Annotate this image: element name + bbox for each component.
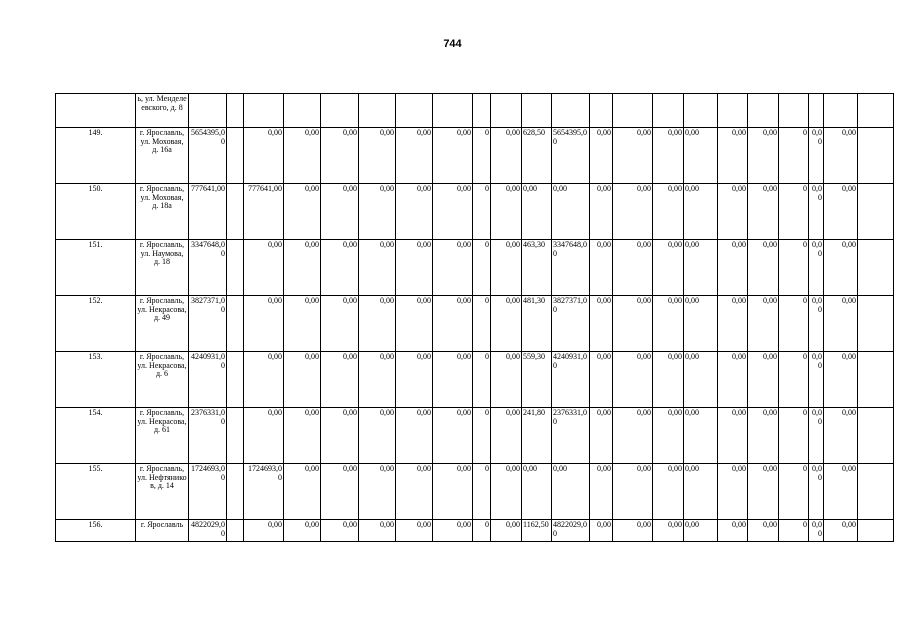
value-cell: 4822029,00 [552,520,590,542]
value-cell: 0,00 [491,184,522,240]
value-cell: 0,00 [590,128,613,184]
value-cell: 0,00 [684,296,718,352]
value-cell: 0,00 [244,352,284,408]
value-cell: 0,00 [748,128,779,184]
value-cell: 0,00 [684,352,718,408]
value-cell: 0,00 [359,464,396,520]
value-cell: 0,00 [284,464,321,520]
value-cell: 0,00 [718,464,748,520]
value-cell: 4822029,00 [189,520,227,542]
value-cell: 2376331,00 [552,408,590,464]
value-cell: 0,00 [613,520,653,542]
value-cell: 0,00 [321,184,359,240]
row-number-cell: 156. [56,520,136,542]
value-cell: 0,00 [748,408,779,464]
value-cell: 0,00 [718,408,748,464]
value-cell: 0,00 [321,240,359,296]
value-cell: 0,00 [653,464,684,520]
empty-cell [227,128,244,184]
value-cell: 0,00 [824,464,858,520]
table-row [56,464,894,520]
value-cell: 0,00 [613,352,653,408]
value-cell: 0,00 [748,520,779,542]
empty-cell [858,184,894,240]
value-cell: 0,00 [491,464,522,520]
value-cell: 0,00 [244,408,284,464]
address-cell: г. Ярославль, ул. Некрасова, д. 49 [136,296,189,352]
value-cell: 0,00 [824,352,858,408]
value-cell: 4240931,00 [189,352,227,408]
value-cell: 0,00 [552,184,590,240]
value-cell: 0,00 [809,184,824,240]
value-cell: 0,00 [718,352,748,408]
value-cell: 0 [779,408,809,464]
value-cell: 0 [473,520,491,542]
empty-cell [227,184,244,240]
value-cell: 0,00 [809,296,824,352]
value-cell: 0,00 [321,520,359,542]
value-cell: 628,50 [522,128,552,184]
row-number-cell: 153. [56,352,136,408]
row-number-cell: 151. [56,240,136,296]
value-cell: 3827371,00 [189,296,227,352]
value-cell: 0,00 [748,184,779,240]
empty-cell [858,520,894,542]
value-cell: 0,00 [590,352,613,408]
value-cell: 0,00 [284,240,321,296]
value-cell: 0,00 [653,520,684,542]
value-cell: 0,00 [718,184,748,240]
value-cell: 0,00 [359,296,396,352]
value-cell: 0,00 [396,128,433,184]
table-row-continuation [56,94,894,128]
value-cell: 0,00 [491,296,522,352]
value-cell: 0,00 [613,184,653,240]
value-cell: 0,00 [718,128,748,184]
value-cell: 0,00 [284,128,321,184]
value-cell: 3347648,00 [189,240,227,296]
value-cell: 0,00 [396,240,433,296]
row-number-cell: 152. [56,296,136,352]
value-cell: 1724693,00 [244,464,284,520]
value-cell: 0 [473,240,491,296]
value-cell: 0,00 [684,240,718,296]
address-cell: г. Ярославль, ул. Некрасова, д. 6 [136,352,189,408]
empty-cell [858,408,894,464]
value-cell: 0,00 [396,464,433,520]
table-row [56,352,894,408]
empty-cell [227,240,244,296]
value-cell: 0,00 [809,408,824,464]
address-cell: г. Ярославль [136,520,189,542]
value-cell: 0,00 [684,408,718,464]
value-cell: 0,00 [359,184,396,240]
empty-cell [858,240,894,296]
value-cell: 0,00 [824,296,858,352]
value-cell: 463,30 [522,240,552,296]
value-cell: 559,30 [522,352,552,408]
value-cell: 777641,00 [244,184,284,240]
value-cell: 0,00 [359,352,396,408]
value-cell: 2376331,00 [189,408,227,464]
value-cell: 0 [473,352,491,408]
table-row [56,296,894,352]
row-number-cell: 155. [56,464,136,520]
value-cell: 0 [779,184,809,240]
value-cell: 0,00 [433,128,473,184]
table-row [56,184,894,240]
value-cell: 0,00 [590,520,613,542]
row-number-cell: 154. [56,408,136,464]
value-cell: 5654395,00 [552,128,590,184]
empty-cell [227,296,244,352]
value-cell: 0,00 [244,128,284,184]
value-cell: 0,00 [684,464,718,520]
value-cell: 0,00 [396,520,433,542]
value-cell: 0,00 [809,520,824,542]
value-cell: 0 [779,520,809,542]
value-cell: 4240931,00 [552,352,590,408]
value-cell: 0,00 [284,184,321,240]
address-cell: г. Ярославль, ул. Некрасова, д. 61 [136,408,189,464]
value-cell: 3347648,00 [552,240,590,296]
value-cell: 0,00 [824,520,858,542]
value-cell: 0,00 [613,128,653,184]
value-cell: 0,00 [359,408,396,464]
table-row [56,128,894,184]
value-cell: 0,00 [809,464,824,520]
address-cell: г. Ярославль, ул. Нефтяников, д. 14 [136,464,189,520]
value-cell: 0,00 [284,408,321,464]
value-cell: 0,00 [653,352,684,408]
value-cell: 0,00 [359,128,396,184]
value-cell: 0,00 [396,184,433,240]
value-cell: 0,00 [396,296,433,352]
empty-cell [858,296,894,352]
value-cell: 241,80 [522,408,552,464]
value-cell: 0 [473,128,491,184]
value-cell: 0,00 [718,520,748,542]
value-cell: 0,00 [653,184,684,240]
address-cell: г. Ярославль, ул. Наумова, д. 18 [136,240,189,296]
value-cell: 0,00 [613,408,653,464]
value-cell: 777641,00 [189,184,227,240]
value-cell: 0,00 [613,296,653,352]
value-cell: 0,00 [748,464,779,520]
value-cell: 0 [473,464,491,520]
value-cell: 3827371,00 [552,296,590,352]
value-cell: 0,00 [284,352,321,408]
value-cell: 0,00 [653,296,684,352]
value-cell: 5654395,00 [189,128,227,184]
value-cell: 0,00 [433,184,473,240]
empty-cell [227,464,244,520]
table-row [56,240,894,296]
value-cell: 0,00 [491,240,522,296]
value-cell: 0,00 [321,464,359,520]
value-cell: 0,00 [284,296,321,352]
empty-cell [858,464,894,520]
value-cell: 0 [779,296,809,352]
value-cell: 1162,50 [522,520,552,542]
value-cell: 0 [779,240,809,296]
empty-cell [858,128,894,184]
value-cell: 0,00 [359,240,396,296]
value-cell: 0,00 [433,520,473,542]
value-cell: 0,00 [491,408,522,464]
value-cell: 0,00 [491,352,522,408]
value-cell: 0,00 [491,520,522,542]
value-cell: 0,00 [590,240,613,296]
value-cell: 0,00 [824,240,858,296]
value-cell: 0,00 [613,464,653,520]
value-cell: 0,00 [433,240,473,296]
value-cell: 0,00 [491,128,522,184]
value-cell: 0,00 [684,184,718,240]
value-cell: 0,00 [809,352,824,408]
value-cell: 0,00 [552,464,590,520]
value-cell: 0,00 [653,408,684,464]
value-cell: 1724693,00 [189,464,227,520]
value-cell: 0,00 [590,464,613,520]
value-cell: 0,00 [718,240,748,296]
value-cell: 0,00 [653,128,684,184]
value-cell: 0 [473,408,491,464]
value-cell: 0,00 [590,408,613,464]
value-cell: 0,00 [748,296,779,352]
value-cell: 0 [779,352,809,408]
empty-cell [227,408,244,464]
value-cell: 0,00 [433,352,473,408]
value-cell: 0,00 [433,408,473,464]
value-cell: 0,00 [321,296,359,352]
data-table [55,93,894,542]
value-cell: 0 [779,464,809,520]
row-number-cell: 149. [56,128,136,184]
page-number: 744 [443,38,462,50]
address-cell: ь, ул. Менделеевского, д. 8 [136,94,189,128]
empty-cell [227,352,244,408]
value-cell: 0,00 [359,520,396,542]
value-cell: 0,00 [718,296,748,352]
value-cell: 0,00 [684,520,718,542]
value-cell: 0 [473,296,491,352]
table-row [56,520,894,542]
value-cell: 0,00 [613,240,653,296]
empty-cell [858,352,894,408]
row-number-cell: 150. [56,184,136,240]
value-cell: 0,00 [321,408,359,464]
value-cell: 0,00 [590,296,613,352]
value-cell: 0,00 [522,184,552,240]
value-cell: 0,00 [748,352,779,408]
value-cell: 0,00 [244,520,284,542]
value-cell: 0,00 [396,408,433,464]
value-cell: 0,00 [433,464,473,520]
value-cell: 0,00 [321,128,359,184]
value-cell: 0,00 [433,296,473,352]
table-row [56,408,894,464]
value-cell: 0,00 [748,240,779,296]
value-cell: 0,00 [590,184,613,240]
address-cell: г. Ярославль, ул. Моховая, д. 16а [136,128,189,184]
value-cell: 0,00 [824,128,858,184]
value-cell: 481,30 [522,296,552,352]
address-cell: г. Ярославль, ул. Моховая, д. 18а [136,184,189,240]
value-cell: 0,00 [684,128,718,184]
value-cell: 0,00 [809,128,824,184]
value-cell: 0,00 [824,408,858,464]
empty-cell [227,520,244,542]
value-cell: 0 [473,184,491,240]
value-cell: 0,00 [244,296,284,352]
value-cell: 0,00 [653,240,684,296]
value-cell: 0,00 [522,464,552,520]
value-cell: 0,00 [244,240,284,296]
value-cell: 0,00 [824,184,858,240]
value-cell: 0,00 [809,240,824,296]
value-cell: 0 [779,128,809,184]
value-cell: 0,00 [284,520,321,542]
value-cell: 0,00 [321,352,359,408]
value-cell: 0,00 [396,352,433,408]
